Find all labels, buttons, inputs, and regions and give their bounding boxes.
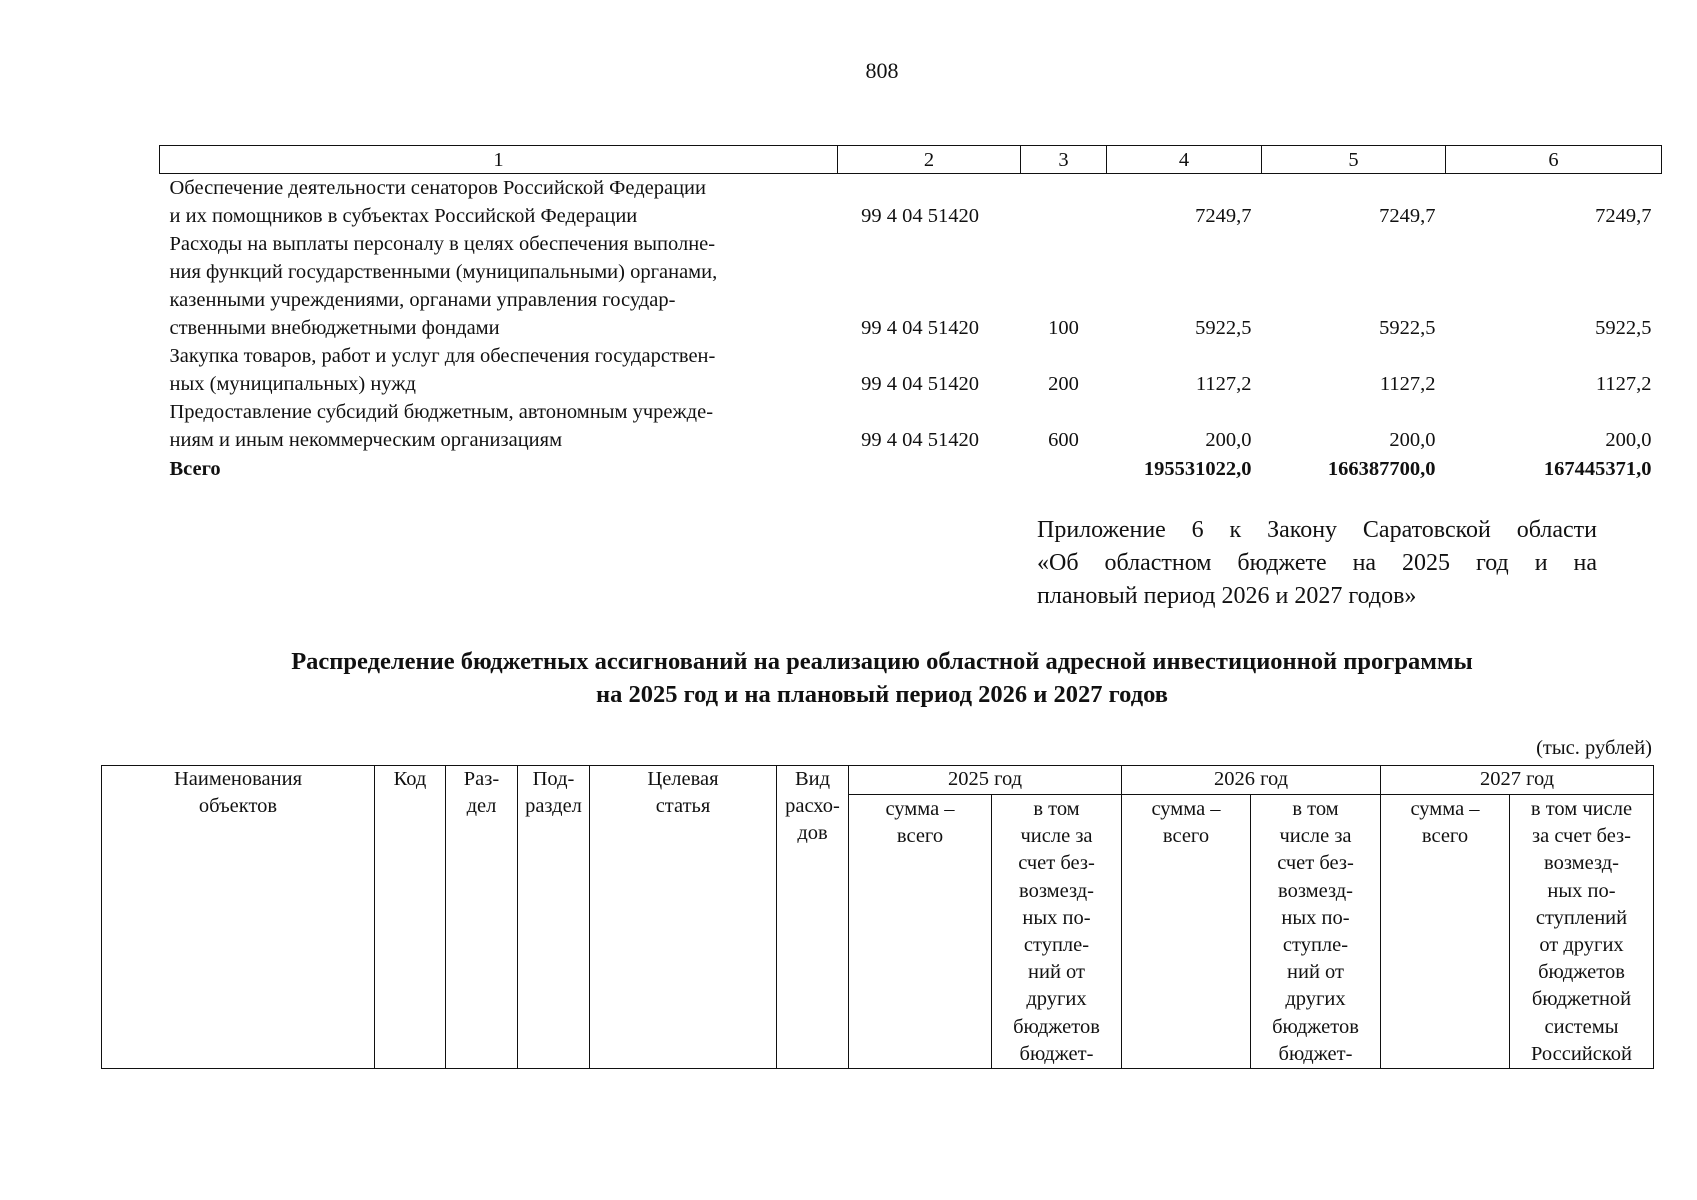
total-row [160,454,1662,484]
row-name-line: и их помощников в субъектах Российской Федерации [169,205,638,227]
header-line: возмезд- [1019,879,1094,902]
header-line: числе за [1020,825,1093,848]
header-line: бюджетов [1538,961,1625,984]
row-name-line: казенными учреждениями, органами управления государ- [169,289,676,311]
header-line: в том [1033,798,1080,820]
appendix-note [1037,514,1597,613]
column-header-subsection [518,766,590,1069]
header-line: Код [393,768,427,790]
page-number: 808 [865,58,899,83]
header-line: числе за [1279,825,1352,848]
row-name [160,230,838,342]
column-number-row [160,146,1662,174]
row-name [160,342,838,398]
header-line: раздел [525,795,582,818]
empty-cell [1021,454,1107,484]
header-line: ных по- [1547,879,1616,902]
document-heading [120,645,1644,711]
expense-type-code: 200 [1048,373,1079,395]
column-number: 4 [1107,146,1262,174]
header-line: сумма – [1410,798,1480,820]
target-article-code: 99 4 04 51420 [861,205,979,227]
header-line: статья [655,795,711,818]
amount-2025: 5922,5 [1195,317,1252,339]
header-line: Вид [794,768,831,790]
header-line: Наименования [173,768,303,790]
header-line: ных по- [1281,906,1350,929]
column-number: 6 [1446,146,1662,174]
row-name-line: ния функций государственными (муниципальными) органами, [169,261,718,283]
header-line: Под- [532,768,575,790]
empty-cell [838,454,1021,484]
header-line: объектов [198,795,278,818]
column-header-expense-type [777,766,849,1069]
header-line: ступлений [1535,906,1628,929]
amount-2027: 7249,7 [1595,205,1652,227]
table-row [160,230,1662,342]
total-2025: 195531022,0 [1143,458,1252,480]
sum-total-header-2026 [1122,795,1251,1069]
row-name [160,398,838,454]
amount-2025: 1127,2 [1195,373,1252,395]
header-line: от других [1539,934,1624,957]
header-line: счет без- [1018,852,1095,875]
row-name [160,174,838,231]
including-transfers-header-2025 [992,795,1122,1069]
amount-2027: 5922,5 [1595,317,1652,339]
row-name-line: Расходы на выплаты персоналу в целях обеспечения выполне- [169,233,716,255]
header-line: всего [896,825,944,848]
header-line: ступле- [1282,934,1349,957]
including-transfers-header-2026 [1251,795,1381,1069]
header-line: бюджетов [1013,1015,1100,1038]
header-line: других [1285,988,1346,1011]
header-line: других [1026,988,1087,1011]
header-line: ний от [1287,961,1344,984]
header-row-years [102,766,1654,795]
header-line: Раз- [463,768,500,790]
header-line: бюджет- [1278,1042,1353,1065]
header-line: за счет без- [1532,825,1631,848]
amount-2026: 5922,5 [1379,317,1436,339]
column-number: 1 [160,146,838,174]
row-name-line: Закупка товаров, работ и услуг для обеспечения государствен- [169,345,716,367]
row-name-line: ных (муниципальных) нужд [169,373,416,395]
table-row [160,342,1662,398]
column-header-section [446,766,518,1069]
year-header-2026: 2026 год [1122,766,1381,795]
header-line: всего [1421,825,1469,848]
header-line: всего [1162,825,1210,848]
header-line: счет без- [1277,852,1354,875]
expense-type-code [1021,174,1107,231]
heading-line: на 2025 год и на плановый период 2026 и 2027 годов [595,681,1168,708]
column-number: 3 [1021,146,1107,174]
header-line: бюджетов [1272,1015,1359,1038]
amount-2027: 200,0 [1605,429,1652,451]
header-line: в том [1292,798,1339,820]
year-header-2025: 2025 год [849,766,1122,795]
row-name-line: Обеспечение деятельности сенаторов Российской Федерации [169,177,706,199]
amount-2025: 200,0 [1205,429,1252,451]
column-number: 5 [1262,146,1446,174]
year-header-2027: 2027 год [1381,766,1654,795]
header-line: ний от [1028,961,1085,984]
header-line: дел [466,795,497,818]
appropriations-continuation-table [159,145,1662,484]
units-label: (тыс. рублей) [1536,737,1652,759]
header-line: бюджетной [1531,988,1632,1011]
header-line: дов [797,822,828,845]
total-2026: 166387700,0 [1327,458,1436,480]
expense-type-code: 600 [1048,429,1079,451]
total-2027: 167445371,0 [1543,458,1652,480]
column-header-name [102,766,375,1069]
header-line: в том числе [1530,798,1633,820]
header-line: ступле- [1023,934,1090,957]
amount-2026: 7249,7 [1379,205,1436,227]
column-number: 2 [838,146,1021,174]
header-line: возмезд- [1278,879,1353,902]
amount-2025: 7249,7 [1195,205,1252,227]
appendix-line: Приложение 6 к Закону Саратовской области [1037,517,1597,543]
row-name-line: ственными внебюджетными фондами [169,317,500,339]
amount-2027: 1127,2 [1595,373,1652,395]
header-line: возмезд- [1544,852,1619,875]
amount-2026: 1127,2 [1379,373,1436,395]
target-article-code: 99 4 04 51420 [861,317,979,339]
sum-total-header-2025 [849,795,992,1069]
header-line: сумма – [1151,798,1221,820]
appendix-line: плановый период 2026 и 2027 годов» [1037,583,1417,609]
row-name-line: Предоставление субсидий бюджетным, автономным учрежде- [169,401,714,423]
table-row [160,174,1662,231]
row-name-line: ниям и иным некоммерческим организациям [169,429,563,451]
investment-program-header-table [101,765,1654,1069]
table-row [160,398,1662,454]
header-line: бюджет- [1019,1042,1094,1065]
appendix-line: «Об областном бюджете на 2025 год и на [1037,550,1597,576]
column-header-code [375,766,446,1069]
target-article-code: 99 4 04 51420 [861,429,979,451]
heading-line: Распределение бюджетных ассигнований на реализацию областной адресной инвестиционной программы [291,648,1473,675]
header-line: Целевая [647,768,719,790]
column-header-target-article [590,766,777,1069]
header-line: сумма – [885,798,955,820]
header-line: Российской [1530,1042,1633,1065]
sum-total-header-2027 [1381,795,1510,1069]
amount-2026: 200,0 [1389,429,1436,451]
header-line: системы [1544,1015,1619,1038]
header-line: ных по- [1022,906,1091,929]
expense-type-code: 100 [1048,317,1079,339]
total-label: Всего [169,458,221,480]
header-line: расхо- [785,795,840,818]
including-transfers-header-2027 [1510,795,1654,1069]
target-article-code: 99 4 04 51420 [861,373,979,395]
